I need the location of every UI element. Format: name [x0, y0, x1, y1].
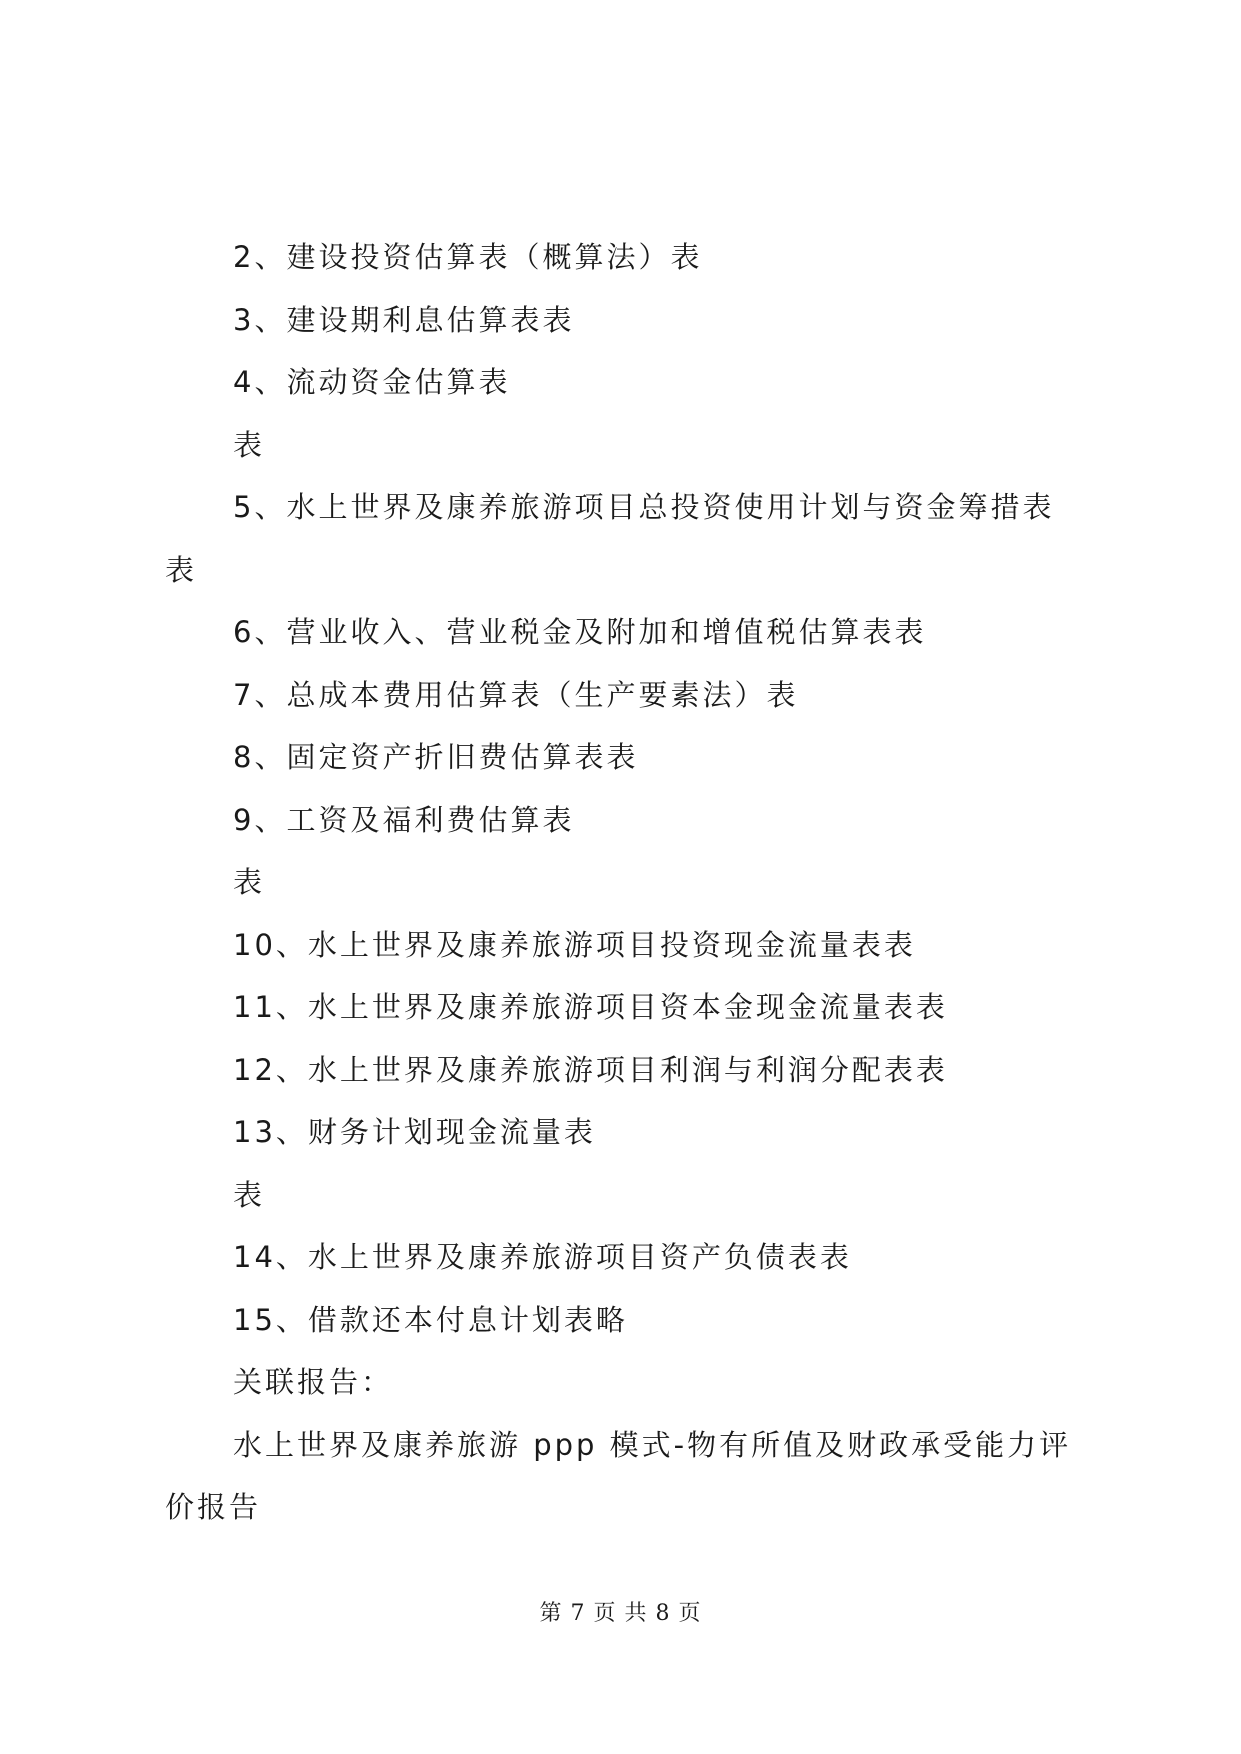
document-body — [165, 226, 1095, 1539]
list-item: 12、水上世界及康养旅游项目利润与利润分配表表 — [233, 1052, 948, 1087]
list-item-continuation: 表 — [233, 427, 266, 462]
page-number-footer: 第 7 页 共 8 页 — [539, 1601, 702, 1626]
related-report-title-continuation: 价报告 — [165, 1490, 262, 1524]
list-item: 11、水上世界及康养旅游项目资本金现金流量表表 — [233, 990, 948, 1024]
list-item: 7、总成本费用估算表（生产要素法）表 — [233, 677, 799, 712]
list-item: 15、借款还本付息计划表略 — [233, 1302, 628, 1337]
list-item-continuation: 表 — [233, 1177, 266, 1212]
list-item: 8、固定资产折旧费估算表表 — [233, 740, 639, 774]
list-item: 13、财务计划现金流量表 — [233, 1115, 596, 1149]
list-item: 10、水上世界及康养旅游项目投资现金流量表表 — [233, 927, 916, 962]
list-item-continuation: 表 — [233, 865, 266, 899]
list-item: 2、建设投资估算表（概算法）表 — [233, 240, 703, 274]
list-item: 3、建设期利息估算表表 — [233, 302, 575, 337]
list-item: 5、水上世界及康养旅游项目总投资使用计划与资金筹措表 — [233, 490, 1055, 524]
list-item: 9、工资及福利费估算表 — [233, 802, 575, 837]
list-item: 4、流动资金估算表 — [233, 365, 511, 399]
list-item-continuation: 表 — [165, 552, 198, 587]
related-reports-heading: 关联报告： — [233, 1365, 394, 1399]
list-item: 14、水上世界及康养旅游项目资产负债表表 — [233, 1240, 852, 1274]
list-item: 6、营业收入、营业税金及附加和增值税估算表表 — [233, 615, 927, 649]
related-report-title: 水上世界及康养旅游 ppp 模式-物有所值及财政承受能力评 — [233, 1427, 1072, 1462]
